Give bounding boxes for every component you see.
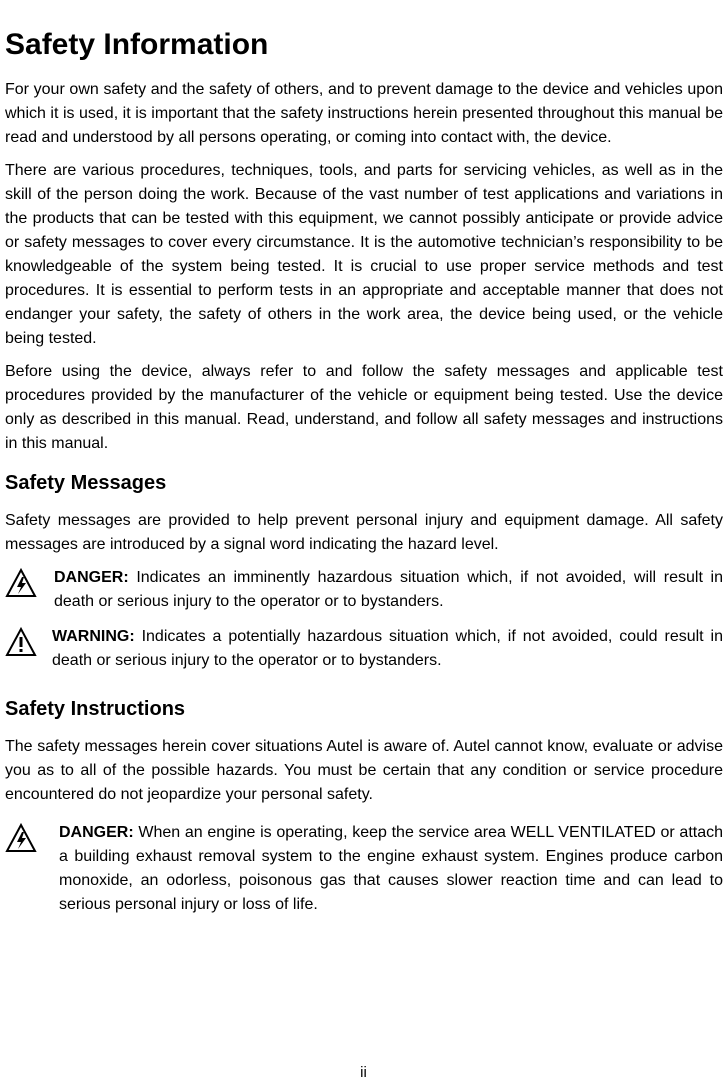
intro-paragraph-1: For your own safety and the safety of others, and to prevent damage to the device and vehicles upon which it is used, it is important that the safety instructions herein presented throughout this manual be read and understood by all persons operating, or coming into contact with, the device.	[5, 81, 723, 146]
message-body: Indicates an imminently hazardous situation which, if not avoided, will result in death or serious injury to the operator or to bystanders.	[54, 569, 723, 610]
warning-message-text	[52, 625, 723, 673]
signal-word: DANGER:	[54, 569, 129, 586]
message-body: Indicates a potentially hazardous situation which, if not avoided, could result in death or serious injury to the operator or to bystanders.	[52, 628, 723, 669]
exclamation-warning-icon	[5, 627, 37, 657]
intro-paragraph-2: There are various procedures, techniques, tools, and parts for servicing vehicles, as well as in the skill of the person doing the work. Because of the vast number of test applications and variations in the products that can be tested with this equipment, we cannot possibly anticipate or provide advice or safety messages to cover every circumstance. It is the automotive technician’s responsibility to be knowledgeable of the system being tested. It is crucial to use proper service methods and test procedures. It is essential to perform tests in an appropriate and acceptable manner that does not endanger your safety, the safety of others in the work area, the device being used, or the vehicle being tested.	[5, 162, 723, 347]
high-voltage-warning-icon	[5, 823, 37, 853]
danger-message	[5, 566, 723, 614]
safety-instructions-paragraph: The safety messages herein cover situations Autel is aware of. Autel cannot know, evaluate or advise you as to all of the possible hazards. You must be certain that any condition or service procedure encountered do not jeopardize your personal safety.	[5, 738, 723, 803]
page-title: Safety Information	[5, 28, 269, 61]
message-body: When an engine is operating, keep the service area WELL VENTILATED or attach a building exhaust removal system to the engine exhaust system. Engines produce carbon monoxide, an odorless, poisonous gas that causes slower reaction time and can lead to serious personal injury or loss of life.	[59, 824, 723, 913]
page-number: ii	[360, 1064, 367, 1081]
safety-messages-paragraph: Safety messages are provided to help prevent personal injury and equipment damage. All safety messages are introduced by a signal word indicating the hazard level.	[5, 512, 723, 553]
high-voltage-warning-icon	[5, 568, 37, 598]
danger-message-text	[54, 566, 723, 614]
signal-word: DANGER:	[59, 824, 134, 841]
document-page	[5, 26, 723, 928]
danger-instruction	[5, 821, 723, 917]
intro-paragraph-3: Before using the device, always refer to and follow the safety messages and applicable test procedures provided by the manufacturer of the vehicle or equipment being tested. Use the device only as described in this manual. Read, understand, and follow all safety messages and instructions in this manual.	[5, 363, 723, 452]
warning-message	[5, 625, 723, 673]
safety-messages-heading: Safety Messages	[5, 472, 167, 494]
signal-word: WARNING:	[52, 628, 135, 645]
safety-instructions-heading: Safety Instructions	[5, 698, 186, 720]
danger-instruction-text	[59, 821, 723, 917]
